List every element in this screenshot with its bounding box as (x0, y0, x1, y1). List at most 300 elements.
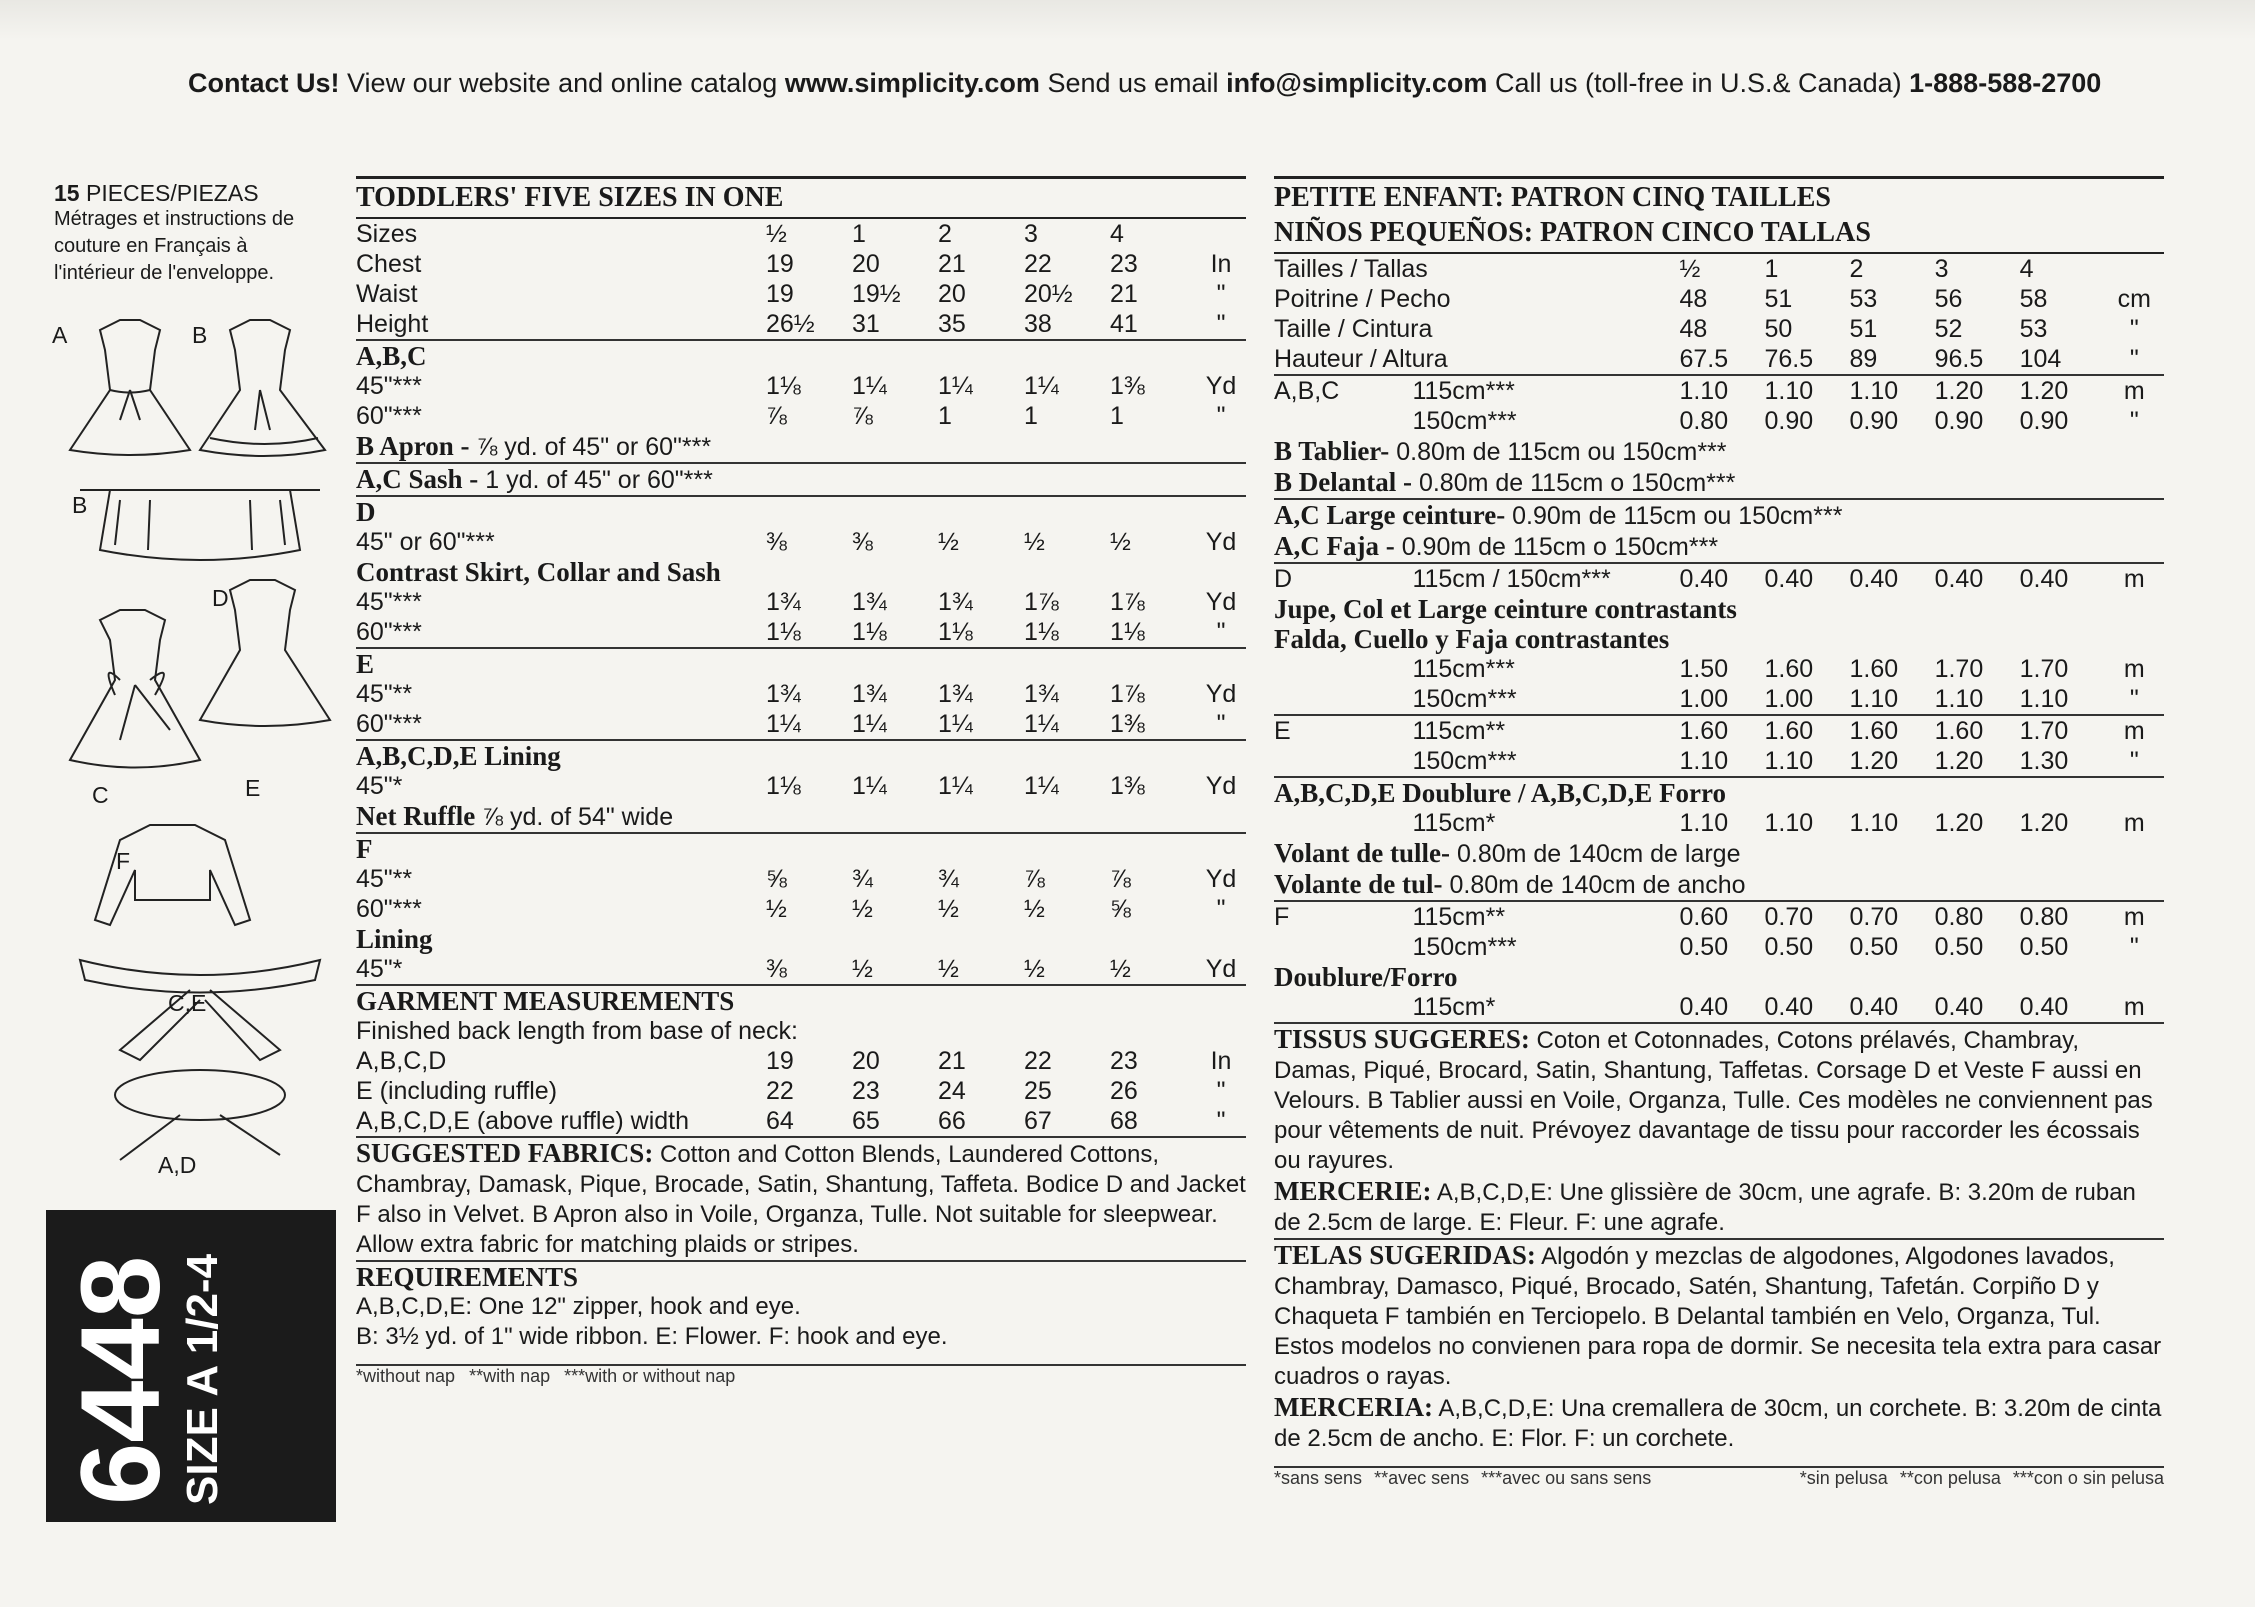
section-lining (356, 739, 1246, 832)
contact-phone: 1-888-588-2700 (1909, 68, 2102, 98)
row-value: ⅞ (1024, 865, 1045, 893)
fabrics-paragraph-bold: SUGGESTED FABRICS: (356, 1138, 654, 1168)
left-column (54, 180, 344, 287)
tissus-paragraph (1274, 1024, 2164, 1176)
merceria-paragraph-text: A,B,C,D,E: Una cremallera de 30cm, un corchete. B: 3.20m de cinta de 2.5cm de ancho. E: Flor. F: un corchete. (1274, 1395, 2162, 1452)
table-row (356, 249, 1246, 279)
row-unit: " (2129, 407, 2139, 435)
ceinture-note-text: 0.90m de 115cm ou 150cm*** (1512, 502, 1843, 530)
row-value: 76.5 (1764, 345, 1814, 373)
row-unit: m (2123, 903, 2145, 931)
row-value: 66 (938, 1107, 966, 1135)
row-value: 19 (766, 280, 794, 308)
table-row (1274, 684, 2164, 714)
metric-column (1274, 176, 2164, 1489)
footnote-en (356, 1366, 1246, 1387)
volant-note (1274, 838, 2164, 869)
row-value: 64 (766, 1107, 794, 1135)
row-label: Height (356, 310, 429, 338)
row-unit (1196, 219, 1246, 249)
f-title: F (356, 834, 373, 864)
requirements-line1: A,B,C,D,E: One 12" zipper, hook and eye. (356, 1293, 801, 1320)
row-label: Hauteur / Altura (1274, 345, 1448, 373)
row-value: 1 (852, 220, 866, 248)
row-value: 1¾ (766, 680, 801, 708)
row-value: 1¼ (852, 710, 887, 738)
row-label (1274, 932, 1412, 962)
row-label (1274, 808, 1412, 838)
row-value: 1⅛ (1110, 618, 1145, 646)
row-value: 1¼ (852, 772, 887, 800)
label-b: B (192, 322, 208, 348)
footnote-item: *sans sens (1274, 1468, 1363, 1488)
row-value: 1¾ (852, 680, 887, 708)
row-value: 0.40 (1764, 993, 1814, 1021)
row-value: 0.40 (1934, 993, 1984, 1021)
row-value: 0.40 (1849, 993, 1899, 1021)
metric-title-es: NIÑOS PEQUEÑOS: PATRON CINCO TALLAS (1274, 217, 2164, 254)
table-row (1274, 654, 2164, 684)
mercerie-paragraph (1274, 1176, 2164, 1238)
row-value: ¾ (852, 865, 873, 893)
gm-subtitle: Finished back length from base of neck: (356, 1017, 798, 1045)
table-row (356, 279, 1246, 309)
row-value: 1.20 (2019, 377, 2069, 405)
row-value: 1.60 (1934, 717, 1984, 745)
row-label: F (1274, 903, 1290, 931)
row-sublabel: 115cm*** (1412, 655, 1515, 683)
row-label: 45" or 60"*** (356, 528, 495, 556)
metric-section-telas (1274, 1238, 2164, 1454)
row-sublabel: 150cm*** (1412, 407, 1517, 435)
row-value: 1.10 (1934, 685, 1984, 713)
row-value: 1 (1764, 255, 1779, 283)
row-value: 1¼ (938, 772, 973, 800)
row-value: 0.80 (1679, 407, 1729, 435)
english-title: TODDLERS' FIVE SIZES IN ONE (356, 176, 1246, 219)
row-unit: " (1216, 895, 1226, 923)
row-value: 31 (852, 310, 880, 338)
row-unit: m (2123, 809, 2145, 837)
row-value: ½ (938, 528, 959, 556)
contact-website[interactable]: www.simplicity.com (784, 68, 1040, 98)
row-label: E (including ruffle) (356, 1077, 558, 1105)
row-value: 0.90 (1849, 407, 1899, 435)
row-value: 58 (2019, 285, 2048, 313)
row-value: 1 (1110, 402, 1124, 430)
row-value: 68 (1110, 1107, 1138, 1135)
row-value: 1.70 (2019, 655, 2069, 683)
row-unit: cm (2117, 285, 2151, 313)
row-label: 60"*** (356, 618, 422, 646)
row-label: 45"* (356, 955, 403, 983)
row-value: 4 (1110, 220, 1124, 248)
row-value: 1⅛ (852, 618, 887, 646)
row-value: 41 (1110, 310, 1138, 338)
row-value: 96.5 (1934, 345, 1984, 373)
row-unit: Yd (1205, 955, 1237, 983)
apron-note-bold: B Apron - (356, 431, 470, 461)
row-value: 35 (938, 310, 966, 338)
row-value: 52 (1934, 315, 1963, 343)
row-value: 1.50 (1679, 655, 1729, 683)
row-value: ⅞ (766, 402, 787, 430)
apron-note-text: ⅞ yd. of 45" or 60"*** (476, 433, 712, 461)
table-row (1274, 344, 2164, 374)
metric-section-footnote (1274, 1466, 2164, 1489)
row-value: 26 (1110, 1077, 1138, 1105)
top-fold (0, 0, 2255, 40)
row-value: 1.30 (2019, 747, 2069, 775)
pieces-count: 15 PIECES/PIEZAS (54, 180, 259, 206)
metric-section-abc (1274, 374, 2164, 498)
row-value: 38 (1024, 310, 1052, 338)
row-label (1274, 746, 1412, 776)
row-value: 19 (766, 250, 794, 278)
contact-call: Call us (toll-free in U.S.& Canada) (1494, 68, 1902, 98)
row-value: 3 (1934, 255, 1949, 283)
row-value: 1.00 (1764, 685, 1814, 713)
row-value: 1.60 (1849, 655, 1899, 683)
mercerie-paragraph-text: A,B,C,D,E: Une glissière de 30cm, une agrafe. B: 3.20m de ruban de 2.5cm de large. E: Fleur. F: une agrafe. (1274, 1179, 2136, 1236)
metric-section-f (1274, 900, 2164, 1022)
jupe-title: Jupe, Col et Large ceinture contrastants (1274, 594, 1737, 624)
contact-view: View our website and online catalog (347, 68, 778, 98)
footnote-item: **with nap (469, 1366, 551, 1386)
table-row (356, 371, 1246, 401)
row-unit: Yd (1205, 528, 1237, 556)
table-row (1274, 284, 2164, 314)
table-row (356, 771, 1246, 801)
row-value: 0.90 (2019, 407, 2069, 435)
table-row (1274, 254, 2164, 284)
table-row (1274, 992, 2164, 1022)
row-unit: Yd (1205, 588, 1237, 616)
row-value: 1¾ (852, 588, 887, 616)
section-sash (356, 462, 1246, 495)
sash-ad-sketch (115, 1070, 285, 1160)
contact-bar (188, 68, 2101, 99)
row-unit: " (2129, 933, 2139, 961)
row-value: 0.40 (2019, 565, 2069, 593)
label-d: D (212, 585, 229, 611)
row-value: 1¼ (1024, 710, 1059, 738)
row-value: 0.50 (1849, 933, 1899, 961)
row-unit: In (1210, 250, 1232, 278)
row-value: 1⅜ (1110, 372, 1145, 400)
table-row (1274, 932, 2164, 962)
ceinture-note-bold: A,C Large ceinture- (1274, 500, 1506, 530)
sash-note-text: 1 yd. of 45" or 60"*** (485, 466, 713, 494)
row-value: 1.10 (1679, 747, 1729, 775)
row-value: 23 (1110, 250, 1138, 278)
row-value: 0.80 (1934, 903, 1984, 931)
faja-note-bold: A,C Faja - (1274, 531, 1395, 561)
table-row (356, 1046, 1246, 1076)
row-unit: " (2129, 685, 2139, 713)
row-value: 1 (1024, 402, 1038, 430)
row-value: 1.10 (1679, 377, 1729, 405)
row-label: Sizes (356, 220, 418, 248)
row-value: 51 (1764, 285, 1793, 313)
d-title: D (356, 497, 376, 527)
section-garment-measurements (356, 984, 1246, 1136)
table-row (356, 527, 1246, 557)
section-d (356, 495, 1246, 647)
row-value: 1.10 (1849, 377, 1899, 405)
table-row (356, 894, 1246, 924)
row-value: 22 (1024, 1047, 1052, 1075)
row-unit: " (2129, 747, 2139, 775)
footnote-item: **con pelusa (1899, 1468, 2001, 1488)
row-value: 1.10 (1764, 377, 1814, 405)
row-value: ½ (938, 895, 959, 923)
size-range: SIZE A 1/2-4 (178, 1253, 227, 1505)
row-value: 1.70 (1934, 655, 1984, 683)
row-value: ⅝ (1110, 895, 1131, 923)
row-value: ½ (1110, 955, 1131, 983)
label-ce: C,E (168, 990, 207, 1016)
row-sublabel: 115cm / 150cm*** (1412, 565, 1611, 593)
table-row (356, 219, 1246, 249)
row-value: 1⅛ (766, 772, 801, 800)
table-row (356, 864, 1246, 894)
row-value: 25 (1024, 1077, 1052, 1105)
row-label: 45"*** (356, 372, 422, 400)
lining-title: A,B,C,D,E Lining (356, 741, 561, 771)
row-label: Waist (356, 280, 418, 308)
table-row (1274, 376, 2164, 406)
row-value: ½ (852, 895, 873, 923)
row-value: 1 (938, 402, 952, 430)
row-value: 0.40 (1849, 565, 1899, 593)
row-label (1274, 992, 1412, 1022)
row-label: A,B,C,D (356, 1047, 447, 1075)
row-value: 1¼ (938, 372, 973, 400)
garment-sketches (60, 300, 350, 1200)
row-value: ⅞ (1110, 865, 1131, 893)
table-row (356, 309, 1246, 339)
table-row (356, 587, 1246, 617)
ceinture-note (1274, 500, 2164, 531)
contact-email[interactable]: info@simplicity.com (1226, 68, 1488, 98)
row-label (1274, 406, 1412, 436)
requirements-line2: B: 3½ yd. of 1" wide ribbon. E: Flower. F: hook and eye. (356, 1323, 948, 1350)
row-value: ½ (766, 895, 787, 923)
row-value: ⅜ (766, 528, 787, 556)
table-row (356, 401, 1246, 431)
table-row (356, 954, 1246, 984)
f-doublure-title: Doublure/Forro (1274, 962, 1458, 992)
section-footnote (356, 1364, 1246, 1387)
row-value: ⅜ (766, 955, 787, 983)
contrast-title: Contrast Skirt, Collar and Sash (356, 557, 721, 587)
label-b2: B (72, 492, 88, 518)
merceria-paragraph-bold: MERCERIA: (1274, 1392, 1433, 1422)
row-value: 1⅞ (1024, 588, 1059, 616)
row-value: ¾ (938, 865, 959, 893)
metric-title-fr: PETITE ENFANT: PATRON CINQ TAILLES (1274, 176, 2164, 217)
label-f: F (116, 848, 131, 874)
row-value: 1.60 (1764, 717, 1814, 745)
row-value: 48 (1679, 315, 1708, 343)
row-unit: " (2129, 315, 2139, 343)
footnote-metric (1274, 1468, 2164, 1489)
telas-paragraph-text: Algodón y mezclas de algodones, Algodones lavados, Chambray, Damasco, Piqué, Brocado, Satén, Shantung, Tafetán. Corpiño D y Chaqueta F también en Terciopelo. B Delantal también en Velo, Organza, Tul. Estos modelos no convienen para ropa de dormir. Se necesita tela extra para casar cuadros o rayas. (1274, 1243, 2162, 1390)
french-note: Métrages et instructions de couture en Français à l'intérieur de l'enveloppe. (54, 208, 295, 284)
fabrics-paragraph-text: Cotton and Cotton Blends, Laundered Cottons, Chambray, Damask, Pique, Brocade, Satin, Shantung, Taffeta. Bodice D and Jacket F also in Velvet. B Apron also in Voile, Organza, Tulle. Not suitable for sleepwear. Allow extra fabric for matching plaids or stripes. (356, 1141, 1246, 1258)
row-label: Tailles / Tallas (1274, 255, 1428, 283)
metric-section-d (1274, 562, 2164, 714)
row-label: D (1274, 565, 1293, 593)
row-value: 1⅞ (1110, 588, 1145, 616)
row-value: 1.20 (1849, 747, 1899, 775)
volant-note-text: 0.80m de 140cm de large (1456, 840, 1741, 868)
f-lining-title: Lining (356, 924, 433, 954)
row-value: 48 (1679, 285, 1708, 313)
row-value: 0.40 (1679, 565, 1729, 593)
row-value: 1.20 (2019, 809, 2069, 837)
contact-title: Contact Us! (188, 68, 340, 98)
dress-c-sketch (70, 610, 200, 768)
row-value: 50 (1764, 315, 1793, 343)
row-value: 1.60 (1849, 717, 1899, 745)
row-value: 21 (938, 250, 966, 278)
sash-note (356, 464, 1246, 495)
table-row (1274, 808, 2164, 838)
delantal-note-bold: B Delantal - (1274, 467, 1412, 497)
row-value: 0.40 (1934, 565, 1984, 593)
row-value: 1.10 (1849, 685, 1899, 713)
apron-note (356, 431, 1246, 462)
row-value: 2 (1849, 255, 1864, 283)
row-value: 67.5 (1679, 345, 1729, 373)
row-value: 24 (938, 1077, 966, 1105)
row-sublabel: 115cm*** (1412, 377, 1515, 405)
ruffle-note (356, 801, 1246, 832)
dress-a-sketch (70, 320, 190, 455)
contact-email-label: Send us email (1047, 68, 1219, 98)
row-value: ½ (766, 220, 787, 248)
metric-section-e (1274, 714, 2164, 776)
row-unit: m (2123, 717, 2145, 745)
label-a: A (52, 322, 68, 348)
row-unit: Yd (1205, 865, 1237, 893)
row-label: Poitrine / Pecho (1274, 285, 1451, 313)
row-value: 2 (938, 220, 952, 248)
row-value: 1.10 (2019, 685, 2069, 713)
row-sublabel: 115cm** (1412, 903, 1506, 931)
table-row (1274, 406, 2164, 436)
row-value: 0.80 (2019, 903, 2069, 931)
row-value: ⅞ (852, 402, 873, 430)
table-row (1274, 314, 2164, 344)
requirements-title: REQUIREMENTS (356, 1262, 579, 1292)
row-label: Chest (356, 250, 422, 278)
row-value: 20 (852, 1047, 880, 1075)
footnote-item: *without nap (356, 1366, 456, 1386)
row-unit: m (2123, 993, 2145, 1021)
row-value: ½ (1110, 528, 1131, 556)
row-value: 20 (852, 250, 880, 278)
row-value: 1¼ (766, 710, 801, 738)
row-value: 1.20 (1934, 747, 1984, 775)
ruffle-note-bold: Net Ruffle (356, 801, 476, 831)
row-unit: " (1216, 280, 1226, 308)
table-row (1274, 716, 2164, 746)
row-unit: " (1216, 710, 1226, 738)
metric-section-lining (1274, 776, 2164, 900)
row-value: 0.90 (1764, 407, 1814, 435)
apron-b-sketch (80, 490, 320, 560)
section-requirements (356, 1260, 1246, 1352)
fabrics-paragraph (356, 1138, 1246, 1260)
row-value: ½ (1024, 528, 1045, 556)
row-value: 1¼ (1024, 372, 1059, 400)
row-value: 1.10 (1764, 809, 1814, 837)
row-value: ⅝ (766, 865, 787, 893)
row-value: 51 (1849, 315, 1878, 343)
volant-note-bold: Volant de tulle- (1274, 838, 1451, 868)
tablier-note-text: 0.80m de 115cm ou 150cm*** (1396, 438, 1727, 466)
footnote-item: *sin pelusa (1799, 1468, 1888, 1488)
row-value: ⅜ (852, 528, 873, 556)
volante-note (1274, 869, 2164, 900)
row-value: 22 (1024, 250, 1052, 278)
row-value: 19 (766, 1047, 794, 1075)
table-row (356, 1076, 1246, 1106)
row-value: 1⅛ (766, 372, 801, 400)
row-unit: " (2129, 345, 2139, 373)
row-sublabel: 150cm*** (1412, 933, 1517, 961)
merceria-paragraph (1274, 1392, 2164, 1454)
row-unit (2105, 254, 2164, 284)
faja-note (1274, 531, 2164, 562)
section-abc (356, 339, 1246, 462)
footnote-item: ***with or without nap (564, 1366, 736, 1386)
row-unit: " (1216, 310, 1226, 338)
row-value: ½ (1679, 255, 1701, 283)
tablier-note (1274, 436, 2164, 467)
row-value: 23 (1110, 1047, 1138, 1075)
label-e: E (245, 775, 261, 801)
row-value: 0.70 (1764, 903, 1814, 931)
tissus-paragraph-text: Coton et Cotonnades, Cotons prélavés, Chambray, Damas, Piqué, Brocard, Satin, Shantung, Taffetas. Corsage D et Veste F aussi en Velours. B Tablier aussi en Voile, Organza, Tulle. Ces modèles ne conviennent pas pour vêtements de nuit. Prévoyez davantage de tissu pour raccorder les écossais ou rayures. (1274, 1027, 2153, 1174)
row-sublabel: 150cm*** (1412, 747, 1517, 775)
row-value: 89 (1849, 345, 1878, 373)
row-value: 1⅛ (938, 618, 973, 646)
row-value: 1¾ (938, 588, 973, 616)
table-row (1274, 902, 2164, 932)
row-value: 0.40 (1679, 993, 1729, 1021)
table-row (1274, 746, 2164, 776)
row-value: 1.60 (1679, 717, 1729, 745)
row-value: 1⅛ (1024, 618, 1059, 646)
telas-paragraph (1274, 1240, 2164, 1392)
row-value: 1⅛ (766, 618, 801, 646)
row-value: 1.20 (1934, 809, 1984, 837)
row-label: A,B,C,D,E (above ruffle) width (356, 1107, 690, 1135)
row-label: Taille / Cintura (1274, 315, 1433, 343)
row-value: 1¾ (938, 680, 973, 708)
pattern-number: 6448 (58, 1255, 183, 1505)
table-row (356, 1106, 1246, 1136)
row-value: 1.10 (1679, 809, 1729, 837)
row-unit: In (1210, 1047, 1232, 1075)
row-label: 45"* (356, 772, 403, 800)
table-row (356, 617, 1246, 647)
english-column (356, 176, 1246, 1387)
